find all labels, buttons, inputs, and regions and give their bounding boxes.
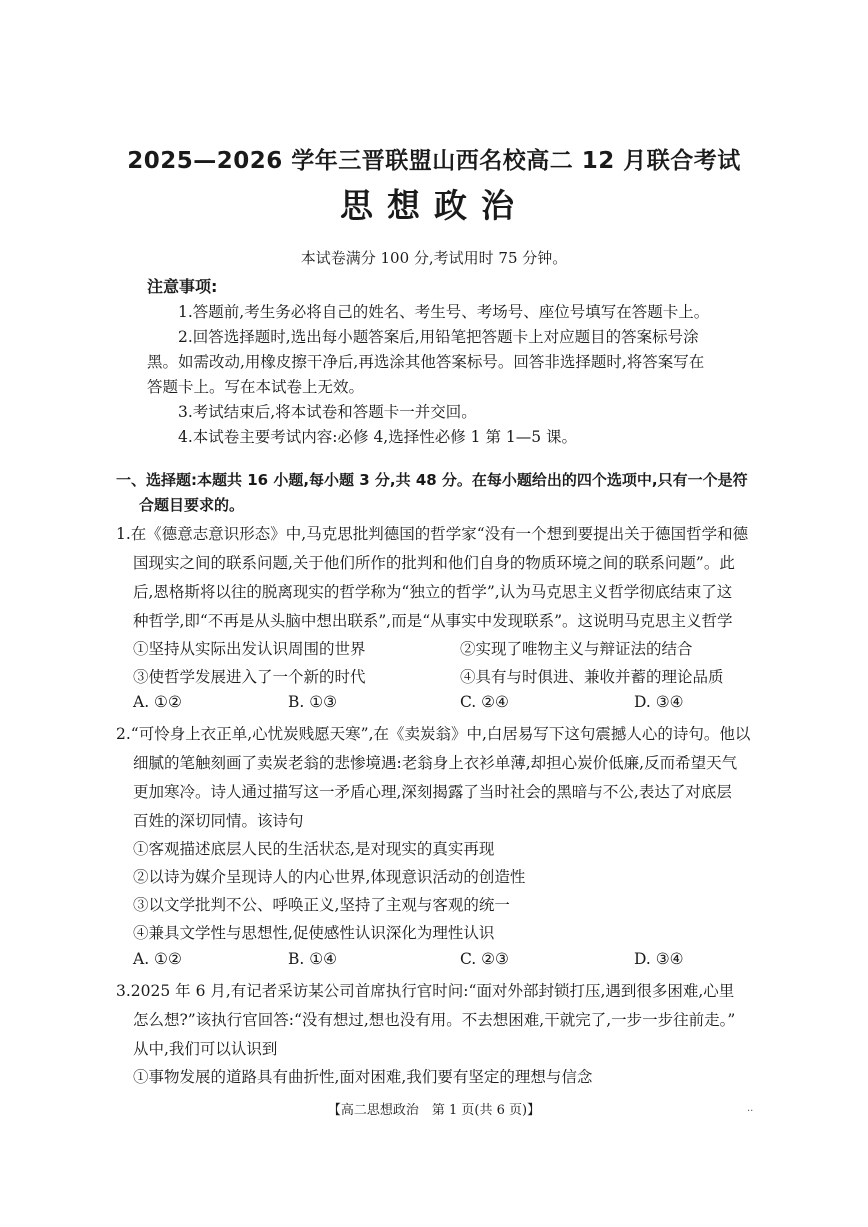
section-heading-cont: 合题目要求的。 bbox=[139, 496, 245, 514]
q2-option-d: D. ③④ bbox=[634, 950, 684, 968]
notice-line: 3.考试结束后,将本试卷和答题卡一并交回。 bbox=[178, 403, 477, 421]
q2-statement: ①客观描述底层人民的生活状态,是对现实的真实再现 bbox=[133, 840, 495, 858]
q2-option-a: A. ①② bbox=[133, 950, 182, 968]
q1-statement: ④具有与时俱进、兼收并蓄的理论品质 bbox=[460, 668, 724, 686]
q1-statement: ②实现了唯物主义与辩证法的结合 bbox=[460, 640, 693, 658]
q2-statement: ②以诗为媒介呈现诗人的内心世界,体现意识活动的创造性 bbox=[133, 868, 526, 886]
notice-heading: 注意事项: bbox=[147, 277, 218, 296]
q1-statement: ③使哲学发展进入了一个新的时代 bbox=[133, 668, 366, 686]
notice-line: 答题卡上。写在本试卷上无效。 bbox=[147, 378, 365, 396]
notice-line: 2.回答选择题时,选出每小题答案后,用铅笔把答题卡上对应题目的答案标号涂 bbox=[178, 328, 699, 346]
q2-option-b: B. ①④ bbox=[288, 950, 338, 968]
q1-option-a: A. ①② bbox=[133, 693, 182, 711]
q3-stem-line: 怎么想?”该执行官回答:“没有想过,想也没有用。不去想困难,干就完了,一步一步往前走。” bbox=[133, 1011, 736, 1029]
exam-meta: 本试卷满分 100 分,考试用时 75 分钟。 bbox=[300, 249, 568, 267]
q1-stem-line: 1.在《德意志意识形态》中,马克思批判德国的哲学家“没有一个想到要提出关于德国哲学和德 bbox=[116, 525, 749, 543]
q1-stem-line: 国现实之间的联系问题,关于他们所作的批判和他们自身的物质环境之间的联系问题”。此 bbox=[133, 554, 735, 572]
q2-stem-line: 更加寒冷。诗人通过描写这一矛盾心理,深刻揭露了当时社会的黑暗与不公,表达了对底层 bbox=[133, 783, 732, 801]
q1-statement: ①坚持从实际出发认识周围的世界 bbox=[133, 640, 366, 658]
q2-stem-line: 细腻的笔触刻画了卖炭老翁的悲惨境遇:老翁身上衣衫单薄,却担心炭价低廉,反而希望天气 bbox=[133, 754, 738, 772]
q1-option-d: D. ③④ bbox=[634, 693, 684, 711]
q2-statement: ④兼具文学性与思想性,促使感性认识深化为理性认识 bbox=[133, 924, 495, 942]
q3-statement: ①事物发展的道路具有曲折性,面对困难,我们要有坚定的理想与信念 bbox=[133, 1068, 593, 1086]
notice-line: 4.本试卷主要考试内容:必修 4,选择性必修 1 第 1—5 课。 bbox=[178, 428, 578, 446]
q1-option-c: C. ②④ bbox=[460, 693, 509, 711]
q2-stem-line: 2.“可怜身上衣正单,心忧炭贱愿天寒”,在《卖炭翁》中,白居易写下这句震撼人心的诗句。他以 bbox=[116, 725, 751, 743]
subject-title: 思想政治 bbox=[340, 186, 528, 225]
q3-stem-line: 从中,我们可以认识到 bbox=[133, 1040, 278, 1058]
q2-statement: ③以文学批判不公、呼唤正义,坚持了主观与客观的统一 bbox=[133, 896, 510, 914]
corner-mark: ·· bbox=[747, 1106, 754, 1117]
page-footer: 【高二思想政治 第 1 页(共 6 页)】 bbox=[327, 1103, 541, 1118]
q1-stem-line: 种哲学,即“不再是从头脑中想出联系”,而是“从事实中发现联系”。这说明马克思主义哲学 bbox=[133, 612, 733, 630]
q2-option-c: C. ②③ bbox=[460, 950, 509, 968]
notice-line: 黑。如需改动,用橡皮擦干净后,再选涂其他答案标号。回答非选择题时,将答案写在 bbox=[147, 353, 705, 371]
q3-stem-line: 3.2025 年 6 月,有记者采访某公司首席执行官时问:“面对外部封锁打压,遇到很多困难,心里 bbox=[116, 982, 735, 1000]
q2-stem-line: 百姓的深切同情。该诗句 bbox=[133, 812, 304, 830]
q1-option-b: B. ①③ bbox=[288, 693, 338, 711]
q1-stem-line: 后,恩格斯将以往的脱离现实的哲学称为“独立的哲学”,认为马克思主义哲学彻底结束了这 bbox=[133, 583, 733, 601]
notice-line: 1.答题前,考生务必将自己的姓名、考生号、考场号、座位号填写在答题卡上。 bbox=[178, 303, 710, 321]
section-heading: 一、选择题:本题共 16 小题,每小题 3 分,共 48 分。在每小题给出的四个选项中,只有一个是符 bbox=[116, 471, 748, 489]
exam-title: 2025—2026 学年三晋联盟山西名校高二 12 月联合考试 bbox=[127, 148, 741, 174]
